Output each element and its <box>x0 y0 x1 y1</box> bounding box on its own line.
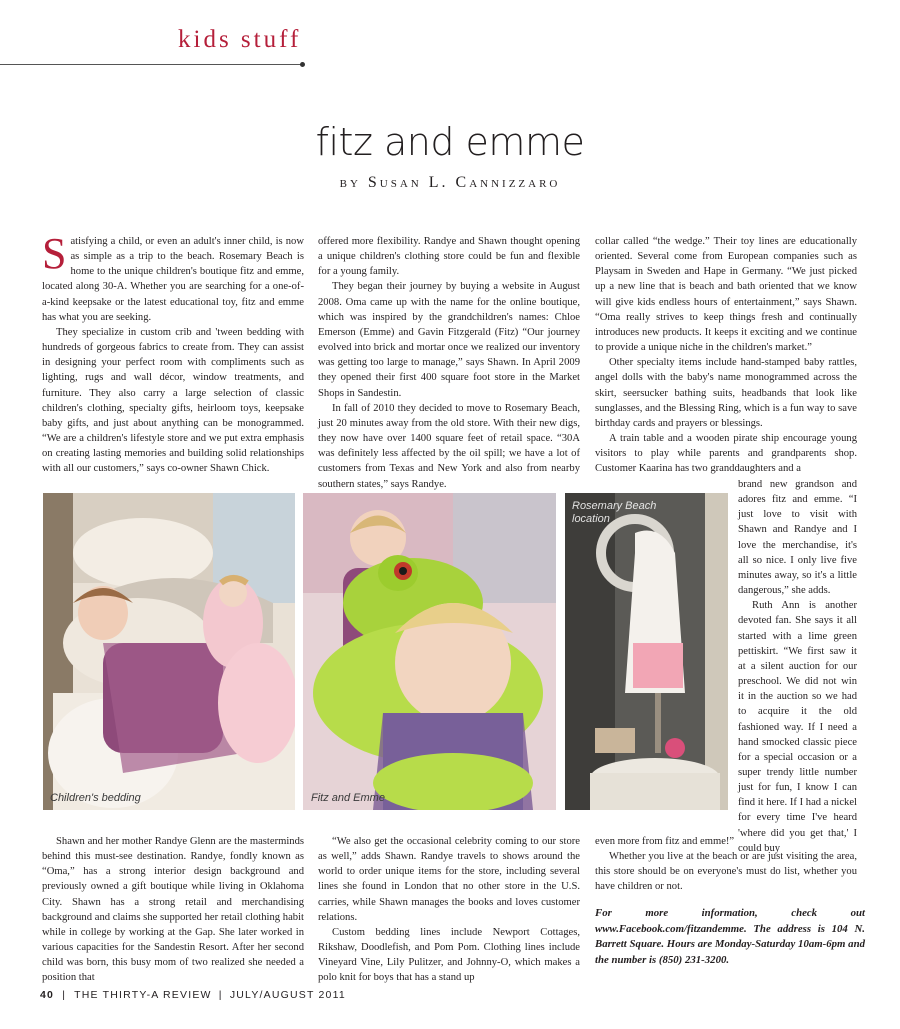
paragraph: Whether you live at the beach or are just visiting the area, this store should be on everyone's must do list, whether you have children or not. <box>595 851 857 893</box>
article-title: fitz and emme <box>315 120 585 164</box>
paragraph: Custom bedding lines include Newport Cottages, Rikshaw, Doodlefish, and Pom Pom. Clothing lines include Vineyard Vine, Lily Pulitzer, and Johnny-O, which makes a polo knit for boys that has a stand up <box>318 926 580 984</box>
photo-caption: Children's bedding <box>50 792 141 804</box>
drop-cap: S <box>42 229 67 278</box>
header-rule-dot <box>300 62 305 67</box>
article-byline <box>0 174 900 192</box>
kids-photo-illustration <box>303 493 556 810</box>
paragraph: Satisfying a child, or even an adult's inner child, is now as simple as a trip to the beach. Rosemary Beach is home to the unique children's boutique fitz and emme, located along 30-A. Whether you are searching for a one-of-a-kind keepsake or the latest educational toy, fitz and emme has what you are seeking. <box>42 229 304 323</box>
photo-childrens-bedding <box>43 493 295 810</box>
footer-separator: | <box>62 989 67 1001</box>
paragraph: They began their journey by buying a website in August 2008. Oma came up with the name for the online boutique, which was inspired by the grandchildren's names: Chloe Emerson (Emme) and Gavin Fitzgerald (Fitz) “Our journey evolved into brick and mortar once we realized our inventory was getting too large to manage,” says Shawn. In April 2009 they opened their first 400 square foot store in the Market Shops in Sandestin. <box>318 281 580 399</box>
photo-fitz-and-emme <box>303 493 556 810</box>
paragraph: brand new grandson and adores fitz and emme. “I just love to visit with Shawn and Randye and I love the merchandise, it's all so nice. I only live five minutes away, so it's a little dangerous,” she adds. <box>738 479 857 597</box>
paragraph: collar called “the wedge.” Their toy lines are educationally oriented. Several come from European companies such as Playsam in Sweden and Hape in Germany. “We just picked up a new line that is beach and bath oriented that we know will give kids endless hours of entertainment,” says Shawn. “Oma really strives to keep things fresh and continually introduces new products. It keeps it exciting and we continue to provide a unique niche in the children's market.” <box>595 236 857 354</box>
page-number: 40 <box>40 989 55 1001</box>
photo-rosemary-beach-location <box>565 493 728 810</box>
bottom-column-1 <box>42 834 304 986</box>
top-column-3 <box>595 234 857 477</box>
top-column-1 <box>42 229 304 477</box>
store-photo-illustration <box>565 493 728 810</box>
footer-separator: | <box>218 989 223 1001</box>
paragraph: Ruth Ann is another devoted fan. She says it all started with a lime green pettiskirt. “We first saw it at a silent auction for our preschool. We did not win it in the auction so we had to acquire it the old fashioned way. If I need a hand smocked classic piece for a special occasion or a super trendy little number just for fun, I know I can find it here. If I had a nickel for every time I've heard 'where did you get that,' I could buy <box>738 600 857 854</box>
bedding-photo-illustration <box>43 493 295 810</box>
paragraph: In fall of 2010 they decided to move to Rosemary Beach, just 20 minutes away from the old store. With their new digs, they now have over 1400 square feet of retail space. “30A was definitely less affected by the oil spill; we have a lot of customers from Texas and New York and also from nearby southern states,” says Randye. <box>318 402 580 490</box>
contact-info: For more information, check out www.Facebook.com/fitzandemme. The address is 104 N. Barrett Square. Hours are Monday-Saturday 10am-6pm and the number is (850) 231-3200. <box>595 907 865 966</box>
bottom-column-3 <box>595 834 857 895</box>
issue-date: JULY/AUGUST 2011 <box>229 989 346 1001</box>
paragraph: offered more flexibility. Randye and Shawn thought opening a unique children's clothing store could be fun and flexible for a young family. <box>318 236 580 278</box>
wrap-column <box>738 477 857 856</box>
section-label: kids stuff <box>178 26 302 53</box>
header-rule <box>0 64 302 65</box>
paragraph: Shawn and her mother Randye Glenn are the masterminds behind this must-see destination. Randye, fondly known as “Oma,” has a strong interior design background and previously owned a gift boutique while living in Oklahoma City. Shawn has a strong retail and merchandising background and claims she supported her retail clothing habit while in college by working at the Gap. She later worked in various capacities for the Sandestin Resort. After her second child was born, this busy mom of two realized she needed a position that <box>42 836 304 984</box>
byline-by: by <box>339 174 361 191</box>
photo-caption: Rosemary Beach location <box>572 500 657 525</box>
paragraph: even more from fitz and emme!” <box>595 836 735 847</box>
page-footer <box>40 989 346 1001</box>
paragraph: “We also get the occasional celebrity coming to our store as well,” adds Shawn. Randye travels to shows around the world to order unique items for the store, including several lines she found in London that no other store in the U.S. carries, while Shawn manages the books and loves customer relations. <box>318 836 580 923</box>
photo-caption: Fitz and Emme <box>311 792 385 804</box>
byline-author: Susan L. Cannizzaro <box>367 174 561 191</box>
paragraph: Other specialty items include hand-stamped baby rattles, angel dolls with the baby's name monogrammed across the skirt, seersucker bathing suits, headbands that look like sunglasses, and the Blessing Ring, which is a fun way to save birthday cards and prayers or blessings. <box>595 357 857 429</box>
top-column-2 <box>318 234 580 492</box>
paragraph: A train table and a wooden pirate ship encourage young visitors to play while parents and grandparents shop. Customer Kaarina has two granddaughters and a <box>595 433 857 475</box>
paragraph: They specialize in custom crib and 'tween bedding with hundreds of gorgeous fabrics to create from. They can assist in designing your perfect room with compliments such as lighting, rugs and wall décor, window treatments, and furniture. They also carry a large selection of classic children's clothing, specialty gifts, heirloom toys, keepsake baby gifts, and just about anything can be monogrammed. “We are a children's lifestyle store and we put extra emphasis on creating lasting memories and building solid relationships with all our customers,” says co-owner Shawn Chick. <box>42 326 304 475</box>
publication-name: THE THIRTY-A REVIEW <box>74 989 212 1001</box>
bottom-column-2 <box>318 834 580 986</box>
